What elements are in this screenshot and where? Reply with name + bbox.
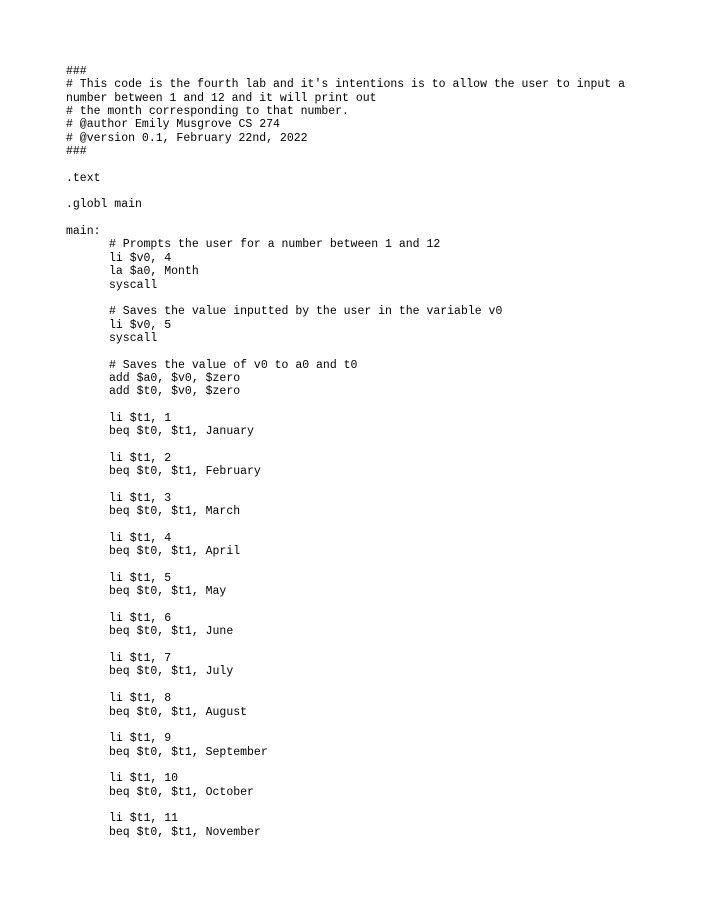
- blank-line: [66, 345, 625, 358]
- code-line: li $t1, 8: [109, 692, 172, 706]
- code-line: # @author Emily Musgrove CS 274: [66, 118, 280, 132]
- code-line: beq $t0, $t1, October: [109, 785, 254, 799]
- code-line: li $t1, 10: [109, 772, 179, 786]
- blank-line: [66, 519, 625, 532]
- blank-line: [66, 479, 625, 492]
- code-line: beq $t0, $t1, February: [109, 465, 261, 479]
- blank-line: [66, 439, 625, 452]
- blank-line: [66, 399, 625, 412]
- code-line: beq $t0, $t1, May: [109, 585, 227, 599]
- code-line: li $t1, 3: [109, 492, 172, 505]
- blank-line: [66, 719, 625, 732]
- code-line: li $v0, 5: [109, 318, 172, 332]
- blank-line: [66, 292, 625, 305]
- code-line: li $t1, 11: [109, 812, 179, 826]
- blank-line: [66, 799, 625, 812]
- code-line: # the month corresponding to that number.: [66, 105, 349, 119]
- code-line: la $a0, Month: [109, 265, 199, 279]
- code-line: # Prompts the user for a number between 1 and 12: [109, 238, 441, 252]
- code-line: syscall: [109, 278, 158, 292]
- code-line: beq $t0, $t1, November: [109, 825, 261, 839]
- blank-line: [66, 185, 625, 198]
- code-line: .text: [66, 171, 101, 185]
- code-line: # Saves the value inputted by the user in the variable v0: [109, 305, 503, 319]
- code-line: li $t1, 5: [109, 572, 172, 586]
- code-line: beq $t0, $t1, July: [109, 665, 234, 679]
- code-line: # Saves the value of v0 to a0 and t0: [109, 358, 358, 372]
- code-line: number between 1 and 12 and it will print out: [66, 91, 377, 105]
- code-line: main:: [66, 225, 101, 239]
- code-line: add $t0, $v0, $zero: [109, 385, 241, 399]
- code-line: beq $t0, $t1, April: [109, 545, 241, 559]
- blank-line: [66, 759, 625, 772]
- code-line: # This code is the fourth lab and it's intentions is to allow the user to input a: [66, 78, 625, 92]
- code-listing: [66, 65, 625, 839]
- code-line: beq $t0, $t1, September: [109, 745, 268, 759]
- code-line: li $t1, 7: [109, 652, 172, 666]
- blank-line: [66, 559, 625, 572]
- code-line: beq $t0, $t1, August: [109, 705, 248, 719]
- code-line: ###: [66, 65, 87, 78]
- code-line: li $v0, 4: [109, 251, 172, 265]
- code-line: beq $t0, $t1, January: [109, 425, 254, 439]
- code-line: li $t1, 2: [109, 451, 172, 465]
- code-line: beq $t0, $t1, March: [109, 505, 241, 519]
- code-line: # @version 0.1, February 22nd, 2022: [66, 131, 308, 145]
- code-line: .globl main: [66, 198, 142, 212]
- code-line: li $t1, 6: [109, 612, 172, 626]
- code-line: li $t1, 1: [109, 411, 172, 425]
- blank-line: [66, 599, 625, 612]
- code-line: syscall: [109, 331, 158, 345]
- blank-line: [66, 679, 625, 692]
- code-line: add $a0, $v0, $zero: [109, 371, 241, 385]
- blank-line: [66, 158, 625, 171]
- code-line: beq $t0, $t1, June: [109, 625, 234, 639]
- code-line: li $t1, 4: [109, 532, 172, 546]
- blank-line: [66, 639, 625, 652]
- blank-line: [66, 212, 625, 225]
- code-line: ###: [66, 145, 87, 159]
- code-line: li $t1, 9: [109, 732, 172, 746]
